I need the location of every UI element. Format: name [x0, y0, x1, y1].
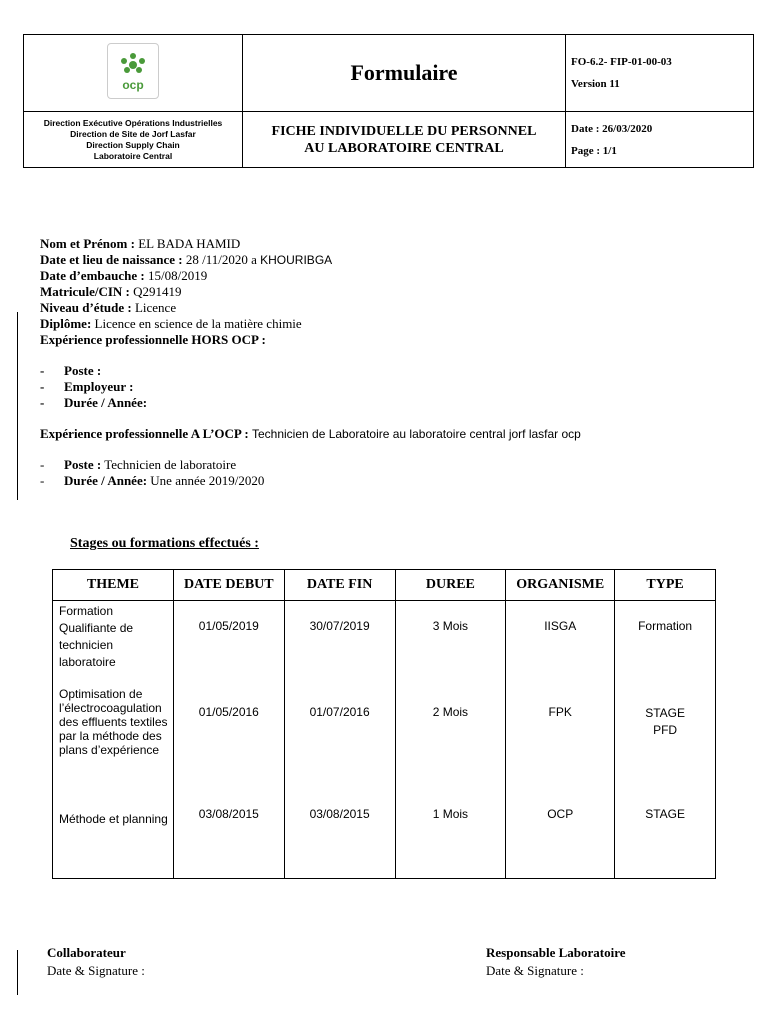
exp-out-item: - Employeur : [40, 379, 134, 394]
exp-ocp-line [40, 426, 581, 442]
poste-value: Technicien de laboratoire [101, 457, 237, 472]
name-label: Nom et Prénom : [40, 236, 135, 251]
margin-bar [17, 312, 18, 500]
manager-signature [486, 944, 626, 980]
signature-title: Collaborateur [47, 945, 126, 960]
signature-label: Date & Signature : [47, 963, 145, 978]
table-cell: Optimisation de l’électrocoagulation des effluents textiles par la méthode des plans d’expérience [53, 685, 174, 797]
col-header: THEME [53, 570, 174, 601]
table-cell: OCP [506, 797, 615, 879]
ref-cell [566, 35, 754, 112]
poste-label: Poste : [64, 457, 102, 472]
table-cell: Formation [615, 601, 716, 685]
table-row [53, 797, 716, 879]
table-cell: 01/05/2016 [173, 685, 284, 797]
diploma-line [40, 316, 581, 332]
diploma-value: Licence en science de la matière chimie [91, 316, 302, 331]
exp-out-text: Durée / Année: [64, 395, 148, 410]
fiche-title [243, 112, 566, 168]
table-cell: 3 Mois [395, 601, 506, 685]
exp-out-text: Poste : [64, 363, 102, 378]
birth-place: KHOURIBGA [260, 253, 333, 267]
poste-line: - Poste : Technicien de laboratoire [40, 457, 237, 472]
table-cell: STAGE [615, 797, 716, 879]
logo-cell [24, 35, 243, 112]
personal-info [40, 236, 581, 489]
form-version: Version 11 [571, 78, 620, 90]
form-title: Formulaire [243, 35, 566, 112]
hire-line [40, 268, 581, 284]
table-cell: 30/07/2019 [284, 601, 395, 685]
hire-label: Date d’embauche : [40, 268, 145, 283]
table-cell: FPK [506, 685, 615, 797]
collaborator-signature [47, 944, 145, 980]
table-cell: 01/05/2019 [173, 601, 284, 685]
name-line [40, 236, 581, 252]
col-header: DUREE [395, 570, 506, 601]
col-header: DATE FIN [284, 570, 395, 601]
form-reference: FO-6.2- FIP-01-00-03 [571, 56, 672, 68]
table-row [53, 601, 716, 685]
table-cell: 03/08/2015 [173, 797, 284, 879]
birth-line [40, 252, 581, 268]
exp-out-label: Expérience professionnelle HORS OCP : [40, 332, 266, 347]
signature-label: Date & Signature : [486, 963, 584, 978]
stages-table [52, 569, 716, 879]
table-cell: Méthode et planning [53, 797, 174, 879]
exp-out-text: Employeur : [64, 379, 134, 394]
exp-out-item: - Durée / Année: [40, 395, 148, 410]
table-cell: IISGA [506, 601, 615, 685]
fiche-title-line: FICHE INDIVIDUELLE DU PERSONNEL [271, 123, 537, 139]
direction-line: Laboratoire Central [93, 150, 173, 161]
birth-label: Date et lieu de naissance : [40, 252, 183, 267]
exp-ocp-label: Expérience professionnelle A L’OCP : [40, 426, 249, 441]
exp-ocp-value: Technicien de Laboratoire au laboratoire central jorf lasfar ocp [251, 427, 581, 441]
id-line [40, 284, 581, 300]
direction-line: Direction de Site de Jorf Lasfar [70, 128, 196, 139]
duree-label: Durée / Année: [64, 473, 148, 488]
table-cell: Formation Qualifiante de technicien laboratoire [53, 601, 174, 685]
direction-line: Direction Supply Chain [86, 139, 180, 150]
table-header-row [53, 570, 716, 601]
col-header: DATE DEBUT [173, 570, 284, 601]
level-line [40, 300, 581, 316]
duree-value: Une année 2019/2020 [147, 473, 265, 488]
table-cell: 2 Mois [395, 685, 506, 797]
directions-cell [24, 112, 243, 168]
exp-out-item: - Poste : [40, 363, 102, 378]
fiche-title-line: AU LABORATOIRE CENTRAL [304, 140, 504, 156]
date-cell [566, 112, 754, 168]
col-header: TYPE [615, 570, 716, 601]
level-value: Licence [131, 300, 177, 315]
direction-line: Direction Exécutive Opérations Industrielles [43, 117, 223, 128]
table-row [53, 685, 716, 797]
form-date: Date : 26/03/2020 [571, 122, 653, 135]
duree-line: - Durée / Année: Une année 2019/2020 [40, 473, 265, 488]
id-label: Matricule/CIN : [40, 284, 130, 299]
header-table [23, 34, 754, 168]
margin-bar [17, 950, 18, 995]
signature-title: Responsable Laboratoire [486, 945, 626, 960]
table-cell: 03/08/2015 [284, 797, 395, 879]
form-page: Page : 1/1 [571, 144, 617, 157]
ocp-logo [107, 43, 159, 99]
table-cell: 1 Mois [395, 797, 506, 879]
table-cell: 01/07/2016 [284, 685, 395, 797]
hire-value: 15/08/2019 [144, 268, 208, 283]
name-value: EL BADA HAMID [134, 236, 241, 251]
id-value: Q291419 [129, 284, 182, 299]
diploma-label: Diplôme: [40, 316, 92, 331]
svg-text:ocp: ocp [122, 78, 144, 92]
stages-title: Stages ou formations effectués : [70, 536, 259, 551]
birth-value: 28 /11/2020 a [182, 252, 261, 267]
level-label: Niveau d’étude : [40, 300, 132, 315]
table-cell: STAGE PFD [615, 685, 716, 797]
col-header: ORGANISME [506, 570, 615, 601]
